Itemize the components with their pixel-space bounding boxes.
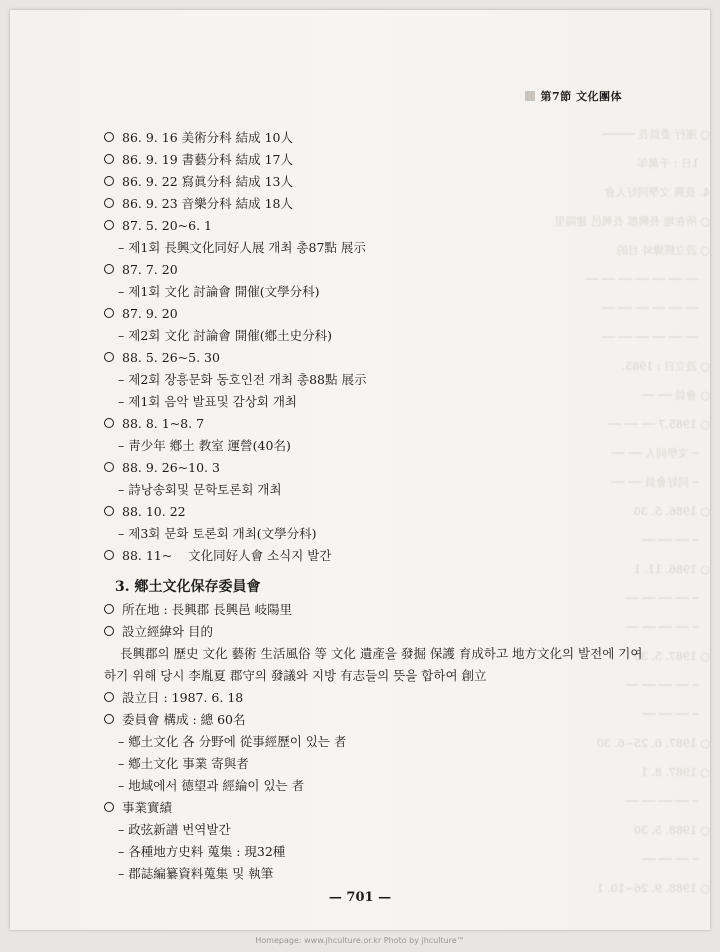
section-title: 3. 鄕土文化保存委員會 (115, 579, 261, 595)
location-line: 所在地 : 長興郡 長興邑 岐陽里 (104, 602, 292, 618)
timeline-entry: 88. 8. 1~8. 7 (104, 416, 204, 432)
purpose-paragraph-line-2: 하기 위해 당시 李胤夏 郡守의 發議와 지방 有志들의 뜻을 합하여 創立 (104, 668, 487, 683)
photo-credit-footer: Homepage: www.jhculture.or.kr Photo by jhculture™ (255, 936, 465, 945)
dash-bullet: – (118, 778, 125, 793)
timeline-entry: 87. 5. 20~6. 1 (104, 218, 212, 234)
circle-bullet-icon (104, 418, 114, 428)
dash-bullet: – (118, 328, 125, 343)
circle-bullet-icon (104, 550, 114, 560)
timeline-detail: – 제3회 문화 토론회 개최(文學分科) (118, 526, 317, 541)
circle-bullet-icon (104, 132, 114, 142)
timeline-entry: 88. 11~ 文化同好人會 소식지 발간 (104, 548, 331, 564)
dash-bullet: – (118, 482, 125, 497)
page-number: — 701 — (328, 890, 392, 905)
dash-bullet: – (118, 240, 125, 255)
timeline-entry: 87. 7. 20 (104, 262, 178, 278)
committee-item: – 鄕土文化 事業 寄與者 (118, 756, 249, 771)
timeline-detail: – 제1회 음악 발표및 감상회 개최 (118, 394, 297, 409)
document-page (10, 10, 710, 930)
dash-bullet: – (118, 734, 125, 749)
circle-bullet-icon (104, 352, 114, 362)
circle-bullet-icon (104, 176, 114, 186)
dash-bullet: – (118, 866, 125, 881)
circle-bullet-icon (104, 308, 114, 318)
timeline-entry: 86. 9. 16 美術分科 結成 10人 (104, 130, 293, 146)
circle-bullet-icon (104, 198, 114, 208)
achievement-item: – 政弦新譜 번역발간 (118, 822, 231, 837)
circle-bullet-icon (104, 714, 114, 724)
timeline-detail: – 靑少年 鄕土 教室 運營(40名) (118, 438, 291, 453)
dash-bullet: – (118, 284, 125, 299)
timeline-detail: – 제1회 文化 討論會 開催(文學分科) (118, 284, 320, 299)
header-title: 第7節 文化團体 (540, 90, 622, 103)
circle-bullet-icon (104, 264, 114, 274)
dash-bullet: – (118, 844, 125, 859)
timeline-detail: – 詩낭송회및 문학토론회 개최 (118, 482, 282, 497)
timeline-entry: 86. 9. 22 寫眞分科 結成 13人 (104, 174, 293, 190)
timeline-detail: – 제1회 長興文化同好人展 개최 총87點 展示 (118, 240, 366, 255)
circle-bullet-icon (104, 462, 114, 472)
circle-bullet-icon (104, 692, 114, 702)
timeline-detail: – 제2회 文化 討論會 開催(鄕土史分科) (118, 328, 333, 343)
achievements-line: 事業實績 (104, 800, 172, 816)
dash-bullet: – (118, 822, 125, 837)
circle-bullet-icon (104, 154, 114, 164)
purpose-paragraph-line-1: 長興郡의 歷史 文化 藝術 生活風俗 等 文化 遺產을 發掘 保護 育成하고 地方文化의 발전에 기여 (120, 646, 643, 661)
dash-bullet: – (118, 394, 125, 409)
committee-line: 委員會 構成 : 總 60名 (104, 712, 246, 728)
timeline-detail: – 제2회 장흥문화 동호인전 개최 총88點 展示 (118, 372, 367, 387)
dash-bullet: – (118, 526, 125, 541)
timeline-entry: 87. 9. 20 (104, 306, 178, 322)
founded-line: 設立日 : 1987. 6. 18 (104, 690, 243, 706)
timeline-entry: 86. 9. 23 音樂分科 結成 18人 (104, 196, 293, 212)
circle-bullet-icon (104, 626, 114, 636)
dash-bullet: – (118, 756, 125, 771)
bleed-through-text: ○ 運行 委員長 ───── 1日 : 千萬年 4. 長興 文學同好人會 ○ 所在地 長興郡 長興邑 建陽里 ○ 設立經緯와 目的 ── ── ── ── ── ── ── ── ── ── ── ── ── ── ── ── ── ── ── ○ 設立日 : 1985. ○ 會員 ── ── ○ 1985.7 ── ── ── ─ 文學同人 ── ── ─ 同好會員 ── ── ○ 1986. 5. 30 ─ ── ── ── ○ 1986. 11. 1 ─ ── ── ── ── ─ ── ── ── ── ○ 1987. 5. 30 ─ ── ── ── ── ─ ── ── ── ○ 1987. 6. 25~6. 30 ○ 1987. 8. 1 ─ ── ── ── ── ○ 1988. 5. 30 ─ ── ── ── ○ 1988. 9. 26~10. 1 (554, 128, 710, 895)
circle-bullet-icon (104, 604, 114, 614)
timeline-entry: 86. 9. 19 書藝分科 結成 17人 (104, 152, 293, 168)
timeline-entry: 88. 10. 22 (104, 504, 186, 520)
committee-item: – 地域에서 德望과 經綸이 있는 者 (118, 778, 305, 793)
timeline-entry: 88. 9. 26~10. 3 (104, 460, 220, 476)
header-mark-icon (525, 91, 535, 101)
circle-bullet-icon (104, 220, 114, 230)
timeline-entry: 88. 5. 26~5. 30 (104, 350, 220, 366)
running-header (525, 88, 622, 104)
circle-bullet-icon (104, 506, 114, 516)
achievement-item: – 各種地方史料 蒐集 : 現32種 (118, 844, 286, 859)
dash-bullet: – (118, 438, 125, 453)
circle-bullet-icon (104, 802, 114, 812)
background-label-line: 設立經緯와 目的 (104, 624, 213, 640)
achievement-item: – 郡誌編纂資料蒐集 및 執筆 (118, 866, 274, 881)
dash-bullet: – (118, 372, 125, 387)
committee-item: – 鄕土文化 各 分野에 從事經歷이 있는 者 (118, 734, 347, 749)
